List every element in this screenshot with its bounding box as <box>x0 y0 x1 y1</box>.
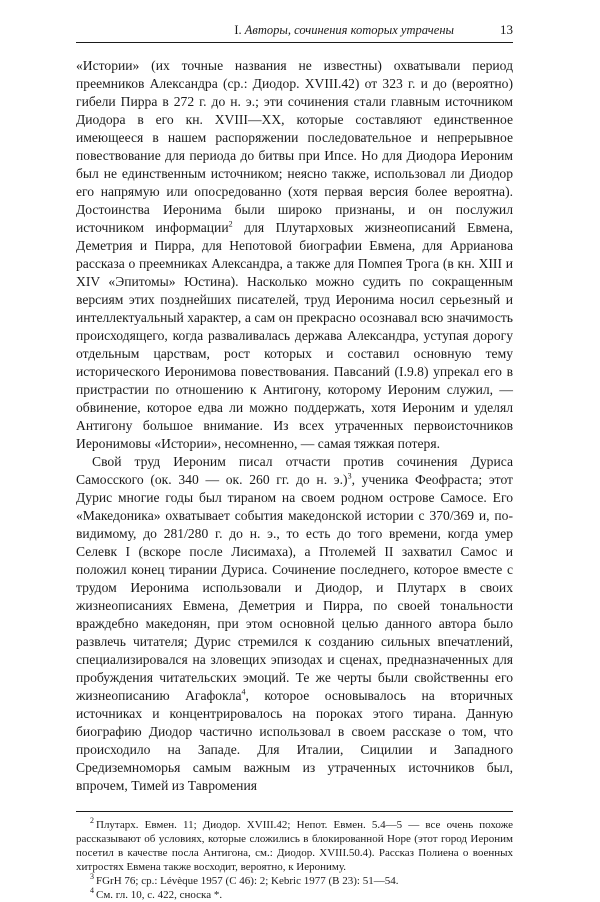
paragraph <box>76 453 513 795</box>
footnote-text: См. гл. 10, с. 422, сноска *. <box>96 889 223 901</box>
paragraph-text: для Плутарховых жизнеописаний Евмена, Деметрия и Пирра, для Непотовой биографии Евмена, для Арриановa рассказа о преемниках Александра, а также для Помпея Трога (в кн. XIII и XIV «Эпитомы» Юстина). Насколько можно судить по сокращенным версиям этих позднейших писателей, труд Иеронима носил серьезный и интеллектуальный характер, а сам он прекрасно осознавал всю значимость происходящего, когда разваливалась держава Александра, уступая дорогу отдельным царствам, рост которых и составил основную тему исторического Иеронимова повествования. Павсаний (I.9.8) упрекал его в пристрастии по отношению к Антигону, которому Иероним служил, — обвинение, которое едва ли можно поддержать, хотя Иероним и уделял Антигону большое внимание. Из всех утраченных первоисточников Иеронимовы «Истории», несомненно, — самая тяжкая потеря. <box>76 220 514 451</box>
section-title-text: Авторы, сочинения которых утрачены <box>244 23 454 37</box>
footnote-marker: 2 <box>90 816 94 826</box>
footnote-ref[interactable]: 4 <box>241 687 246 697</box>
page-number: 13 <box>500 22 513 37</box>
footnote-marker: 3 <box>90 872 94 882</box>
paragraph-text: «Истории» (их точные названия не известны) охватывали период преемников Александра (ср.: Диодор. XVIII.42) от 323 г. и до (вероятно) гибели Пирра в 272 г. до н. э.; эти сочинения стали главным источником Диодора в его кн. XVIII—XX, которые составляют единственное имеющееся в нашем распоряжении последовательное и непрерывное повествование для периода до битвы при Ипсе. Но для Диодора Иероним был не единственным источником; неясно также, использовал ли Диодор его напрямую или опосредованно (хотя первая версия более вероятна). Достоинства Иеронима были широко признаны, и он послужил источником информации <box>76 58 513 235</box>
running-head <box>76 22 513 43</box>
footnote-ref[interactable]: 2 <box>228 219 233 229</box>
footnote <box>76 874 513 888</box>
footnote-marker: 4 <box>90 886 94 896</box>
paragraph-text: , которое основывалось на вторичных источниках и концентрировалось на пороках этого тирана. Данную биографию Диодор частично использовал в своем рассказе о том, что происходило на Западе. Для Италии, Сицилии и Западного Средиземноморья самым важным из утраченных источников был, впрочем, Тимей из Тавромения <box>76 688 513 793</box>
section-title <box>234 23 454 38</box>
body-text <box>76 57 513 795</box>
footnote <box>76 888 513 902</box>
footnote-text: FGrH 76; ср.: Lévèque 1957 (C 46): 2; Kebric 1977 (B 23): 51—54. <box>96 875 399 887</box>
footnote-ref[interactable]: 3 <box>347 471 352 481</box>
book-page <box>76 22 513 902</box>
footnote-text: Плутарх. Евмен. 11; Диодор. XVIII.42; Непот. Евмен. 5.4—5 — все очень похоже рассказывают об условиях, которые сложились в блокированной Норе (этот город Иероним посетил в качестве посла Антигона, см.: Диодор. XVIII.50.4). Рассказ Полиена о военных хитростях Евмена также восходит, вероятно, к Иерониму. <box>76 819 513 873</box>
footnotes <box>76 811 513 902</box>
footnote <box>76 818 513 874</box>
section-prefix: I. <box>234 23 245 37</box>
paragraph <box>76 57 513 453</box>
paragraph-text: , ученика Феофраста; этот Дурис многие годы был тираном на своем родном острове Самосе. Его «Македоника» охватывает события македонской истории с 370/369 и, по-видимому, до 281/280 г. до н. э., то есть до того времени, когда умер Селевк I (вскоре после Лисимаха), а Птолемей II захватил Самос и положил конец тирании Дуриса. Сочинение последнего, которое вместе с трудом Иеронима использовали и Диодор, и Плутарх в своих жизнеописаниях Евмена, Деметрия и Пирра, по своей тональности враждебно македонян, при этом основной целью данного автора было развлечь читателя; Дурис стремился к созданию сильных впечатлений, специализировался на зловещих эпизодах и сценах, предназначенных для пробуждения читательских эмоций. Те же черты были свойственны его жизнеописанию Агафокла <box>76 472 514 703</box>
paragraph-text: Свой труд Иероним писал отчасти против сочинения Дуриса Самосского (ок. 340 — ок. 260 гг. до н. э.) <box>76 454 513 487</box>
